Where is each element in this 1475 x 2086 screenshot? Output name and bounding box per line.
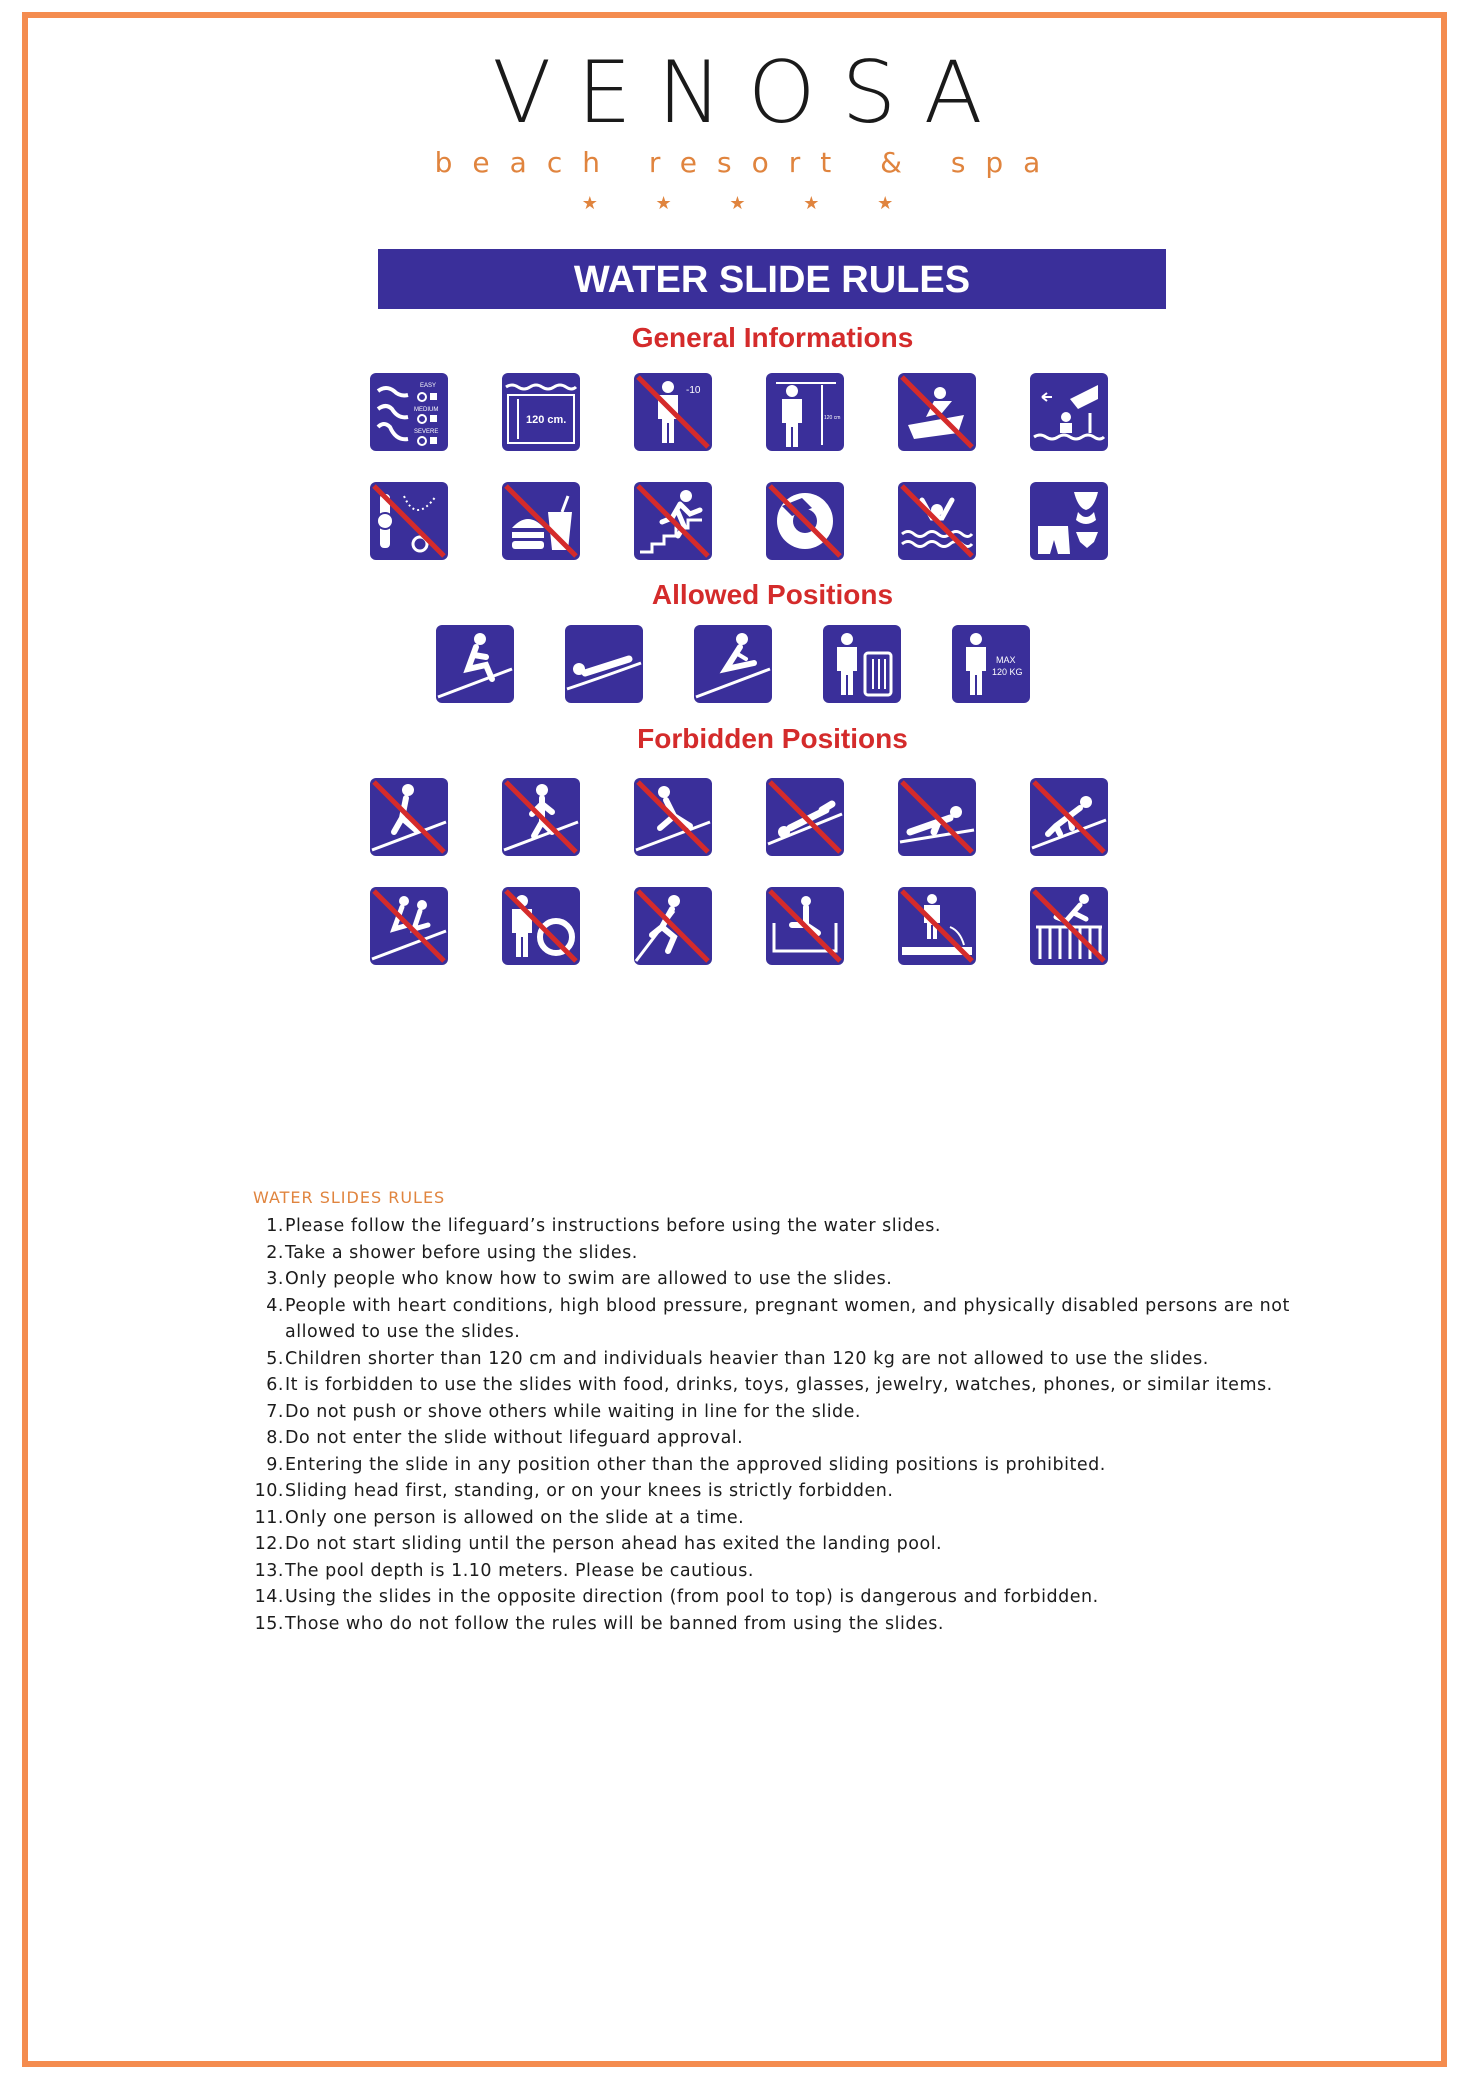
rules-section [253,1188,1293,1637]
page-border [22,12,1447,2067]
rule-number: 13. [254,1560,284,1581]
rule-text: People with heart conditions, high blood pressure, pregnant women, and physically disabled persons are not allowed to use the slides. [285,1295,1290,1342]
rule-number: 7. [266,1401,284,1422]
no-pairs-icon [370,887,448,965]
allowed-positions-icons [436,625,1030,703]
rules-heading: WATER SLIDES RULES [253,1188,446,1207]
rule-number: 3. [266,1269,284,1289]
rule-item [253,1266,1293,1293]
rule-text: Entering the slide in any position other than the approved sliding positions is prohibited. [285,1454,1106,1475]
difficulty-medium-label: MEDIUM [414,407,439,413]
rule-number: 14. [254,1587,284,1607]
rule-number: 12. [254,1534,284,1554]
rule-text: Take a shower before using the slides. [285,1242,638,1263]
rule-item [253,1293,1293,1346]
height-check-icon [766,373,844,451]
rule-text: It is forbidden to use the slides with food, drinks, toys, glasses, jewelry, watches, phones, or similar items. [285,1375,1273,1395]
rule-item [253,1399,1293,1426]
rule-text: Using the slides in the opposite direction (from pool to top) is dangerous and forbidden. [285,1587,1099,1607]
rule-item [253,1478,1293,1505]
section-title-allowed: Allowed Positions [651,579,894,610]
height-label: 120 cm. [526,414,567,426]
no-head-first-icon [766,778,844,856]
rule-item [253,1584,1293,1611]
rule-text: Children shorter than 120 cm and individuals heavier than 120 kg are not allowed to use the slides. [285,1348,1209,1369]
no-standing-slide-icon [370,778,448,856]
rule-text: Those who do not follow the rules will be banned from using the slides. [285,1613,944,1634]
general-info-icons [370,373,1108,560]
rule-number: 1. [266,1216,284,1236]
rule-item [253,1425,1293,1452]
rule-item [253,1240,1293,1267]
swimwear-icon [1030,482,1108,560]
exit-pool-icon [1030,373,1108,451]
leaning-slide-icon [694,625,772,703]
rule-number: 5. [266,1348,284,1369]
no-climbing-slide-icon [634,887,712,965]
rule-number: 4. [266,1295,284,1316]
rule-item [253,1558,1293,1585]
no-running-stairs-icon [634,482,712,560]
no-non-swimmers-icon [898,482,976,560]
rule-text: Only people who know how to swim are allowed to use the slides. [285,1269,893,1289]
forbidden-positions-icons [370,778,1108,965]
rule-text: Sliding head first, standing, or on your knees is strictly forbidden. [285,1481,894,1501]
no-food-drink-icon [502,482,580,560]
no-jewelry-icon [370,482,448,560]
rule-number: 2. [266,1242,284,1263]
rule-item [253,1346,1293,1373]
no-walking-slide-icon [502,778,580,856]
no-standing-landing-icon [898,887,976,965]
sign-banner-title: WATER SLIDE RULES [378,249,1166,309]
rule-number: 15. [254,1613,284,1634]
no-under-10-icon [634,373,712,451]
min-height-icon [502,373,580,451]
venosa-logo [0,43,1475,214]
rule-number: 6. [266,1375,284,1395]
age-label: -10 [686,385,701,396]
no-climbing-fence-icon [1030,887,1108,965]
rule-number: 11. [254,1507,284,1528]
rule-item [253,1452,1293,1479]
no-toys-icon [766,482,844,560]
rule-item [253,1213,1293,1240]
rule-text: Please follow the lifeguard’s instructions before using the water slides. [285,1216,941,1236]
shower-icon [823,625,901,703]
no-sitting-edge-icon [766,887,844,965]
rule-text: Only one person is allowed on the slide at a time. [285,1507,745,1528]
rule-number: 8. [266,1428,284,1448]
rule-item [253,1531,1293,1558]
rule-item [253,1611,1293,1638]
logo-tagline: beach resort & spa [434,146,1061,179]
no-kneeling-slide-icon [634,778,712,856]
max-weight-icon [952,625,1030,703]
rule-number: 10. [254,1481,284,1501]
no-prone-slide-icon [898,778,976,856]
lying-back-slide-icon [565,625,643,703]
no-boat-icon [898,373,976,451]
difficulty-severe-label: SEVERE [414,429,439,435]
rule-item [253,1505,1293,1532]
max-label: MAX [996,655,1016,665]
difficulty-levels-icon [370,373,448,451]
section-title-general: General Informations [631,322,914,353]
logo-stars: ★ ★ ★ ★ ★ [581,193,920,214]
logo-wordmark: VENOSA [492,43,1009,143]
rule-text: The pool depth is 1.10 meters. Please be cautious. [285,1560,754,1581]
rule-text: Do not start sliding until the person ahead has exited the landing pool. [285,1534,943,1554]
weight-label: 120 KG [992,667,1023,677]
no-float-ring-icon [502,887,580,965]
sitting-slide-icon [436,625,514,703]
no-crawling-slide-icon [1030,778,1108,856]
rule-text: Do not push or shove others while waiting in line for the slide. [285,1401,861,1422]
section-title-forbidden: Forbidden Positions [637,723,908,754]
rule-text: Do not enter the slide without lifeguard approval. [285,1428,744,1448]
height-small-label: 120 cm [824,415,841,421]
difficulty-easy-label: EASY [420,383,437,389]
rule-item [253,1372,1293,1399]
rules-list [253,1213,1293,1637]
rule-number: 9. [266,1454,284,1475]
